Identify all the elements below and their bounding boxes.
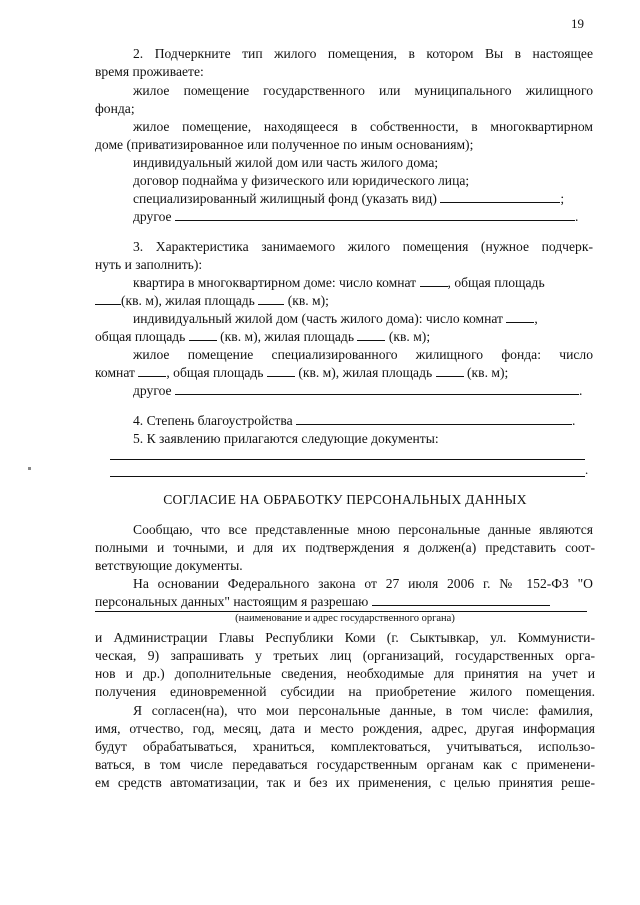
consent-p3-line2: ческая, 9) запрашивать у третьих лиц (организаций, государственных орга-: [95, 648, 595, 663]
q3-house-line1: [133, 310, 593, 327]
q5-end-dot: .: [585, 462, 589, 477]
q5-label: 5. К заявлению прилагаются следующие документы:: [133, 431, 439, 446]
consent-heading: СОГЛАСИЕ НА ОБРАБОТКУ ПЕРСОНАЛЬНЫХ ДАННЫХ: [163, 492, 527, 507]
q3-specialized-line1: жилое помещение специализированного жилищного фонда: число: [133, 347, 593, 362]
unit-label: (кв. м);: [388, 329, 431, 344]
specialized-total-area-field[interactable]: [267, 364, 295, 377]
q3-other-label: другое: [133, 383, 172, 398]
authority-address-field[interactable]: [95, 611, 587, 612]
house-rooms-label: индивидуальный жилой дом (часть жилого дома): число комнат: [133, 311, 503, 326]
apartment-living-area-field[interactable]: [258, 292, 284, 305]
specialized-rooms-label: комнат: [95, 365, 135, 380]
consent-p1-line2: полными и точными, и для их подтверждения я должен(а) представить соот-: [95, 540, 595, 555]
unit-label: (кв. м);: [467, 365, 509, 380]
house-rooms-field[interactable]: [506, 310, 534, 323]
consent-p3-line3: нов и др.) дополнительные сведения, необходимые для принятия на учет и: [95, 666, 595, 681]
q2-option-owned: жилое помещение, находящееся в собственности, в многоквартирном: [133, 119, 593, 134]
q2-option-private-house: индивидуальный жилой дом или часть жилого дома;: [133, 155, 439, 170]
q2-option-specialized-label: специализированный жилищный фонд (указать вид): [133, 191, 437, 206]
q2-option-state-housing-cont: фонда;: [95, 101, 135, 116]
q3-specialized-line2: [95, 364, 595, 381]
page-number: 19: [571, 16, 584, 31]
q5-document-field-2[interactable]: [110, 476, 585, 477]
house-total-area-label: общая площадь: [95, 329, 186, 344]
consent-p1-line3: ветствующие документы.: [95, 558, 243, 573]
punct: .: [572, 413, 576, 428]
q2-option-other-label: другое: [133, 209, 172, 224]
consent-p4-line4: ваться, в том числе передаваться государственным органам как с применени-: [95, 757, 595, 772]
punct: ,: [534, 311, 538, 326]
consent-p2-line1: На основании Федерального закона от 27 июля 2006 г. № 152-ФЗ "О: [133, 576, 593, 591]
consent-p4-line1: Я согласен(на), что мои персональные данные, в том числе: фамилия,: [133, 703, 593, 718]
q2-option-other: [133, 208, 593, 225]
apartment-total-area-field[interactable]: [95, 292, 121, 305]
specialized-type-field[interactable]: [440, 190, 560, 203]
q2-option-state-housing: жилое помещение государственного или муниципального жилищного: [133, 83, 593, 98]
house-total-area-field[interactable]: [189, 328, 217, 341]
authority-name-field[interactable]: [372, 593, 550, 606]
house-living-area-label: (кв. м), жилая площадь: [220, 329, 355, 344]
q2-title-line1: 2. Подчеркните тип жилого помещения, в котором Вы в настоящее: [133, 46, 593, 61]
q4-field[interactable]: [296, 412, 572, 425]
apartment-rooms-field[interactable]: [420, 274, 448, 287]
apartment-living-area-label: (кв. м), жилая площадь: [121, 293, 255, 308]
q3-other-field[interactable]: [175, 382, 579, 395]
apartment-total-area-label: , общая площадь: [447, 275, 545, 290]
authority-field-caption: (наименование и адрес государственного органа): [235, 613, 455, 624]
q5-document-field-1[interactable]: [110, 459, 585, 460]
consent-p2-line2: [95, 593, 595, 610]
specialized-living-area-label: (кв. м), жилая площадь: [298, 365, 433, 380]
q3-other: [133, 382, 593, 399]
punct: .: [574, 209, 579, 224]
scan-mark: [28, 467, 31, 470]
specialized-total-area-label: , общая площадь: [166, 365, 264, 380]
q3-apartment-line2: [95, 292, 595, 309]
q2-option-owned-cont: доме (приватизированное или полученное по иным основаниям);: [95, 137, 474, 152]
consent-p3-line1: и Администрации Главы Республики Коми (г. Сыктывкар, ул. Коммунисти-: [95, 630, 595, 645]
q4-label: 4. Степень благоустройства: [133, 413, 293, 428]
specialized-living-area-field[interactable]: [436, 364, 464, 377]
q2-title-line2: время проживаете:: [95, 64, 204, 79]
q2-other-field[interactable]: [175, 208, 575, 221]
house-living-area-field[interactable]: [357, 328, 385, 341]
q2-option-sublease: договор поднайма у физического или юридического лица;: [133, 173, 470, 188]
q4-line: [133, 412, 593, 429]
punct: .: [578, 383, 583, 398]
specialized-rooms-field[interactable]: [138, 364, 166, 377]
consent-p1-line1: Сообщаю, что все представленные мною персональные данные являются: [133, 522, 593, 537]
q3-house-line2: [95, 328, 595, 345]
q2-option-specialized: [133, 190, 593, 207]
unit-label: (кв. м);: [287, 293, 329, 308]
consent-p3-line4: получения единовременной субсидии на приобретение жилого помещения.: [95, 684, 595, 699]
q3-title-line2: нуть и заполнить):: [95, 257, 203, 272]
consent-p4-line5: ем средств автоматизации, так и без их применения, с целью принятия реше-: [95, 775, 595, 790]
punct: ;: [560, 191, 565, 206]
q3-title-line1: 3. Характеристика занимаемого жилого помещения (нужное подчерк-: [133, 239, 593, 254]
consent-permission-label: персональных данных" настоящим я разрешаю: [95, 594, 369, 609]
consent-p4-line2: имя, отчество, год, месяц, дата и место рождения, адрес, другая информация: [95, 721, 595, 736]
apartment-rooms-label: квартира в многоквартирном доме: число комнат: [133, 275, 417, 290]
q3-apartment-line1: [133, 274, 593, 291]
consent-p4-line3: будут обрабатываться, храниться, комплектоваться, учитываться, использо-: [95, 739, 595, 754]
